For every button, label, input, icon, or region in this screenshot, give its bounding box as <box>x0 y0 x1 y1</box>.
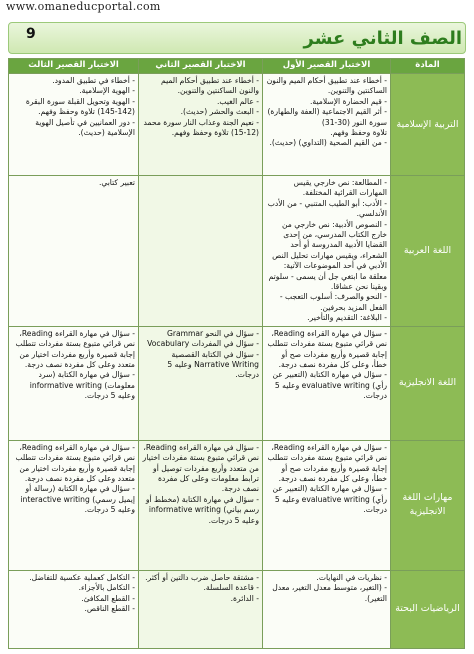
page-number: 9 <box>26 26 36 42</box>
cell-line: - التكامل بالأجزاء. <box>78 583 135 593</box>
quiz-2-cell <box>139 570 263 648</box>
quiz-1-cell <box>263 326 391 440</box>
quiz-1-cell <box>263 440 391 570</box>
cell-line: - (التغير، متوسط معدل التغير، معدل التغير). <box>272 583 387 603</box>
cell-line: - سؤال في مهارة القراءة Reading، نص قرائي متبوع بستة مفردات تتطلب إجابة قصيرة وأربع مفردات صح أو خطأ، وعلى كل مفردة نصف درجة. <box>267 442 387 483</box>
subject-cell: التربية الإسلامية <box>391 74 465 176</box>
quiz-2-cell <box>139 176 263 327</box>
cell-line: - الهوية وتحويل القبلة سورة البقرة (142-145) تلاوة وحفظ وفهم. <box>25 96 135 117</box>
cell-line: - من القيم الصحية (التداوي) (حديث). <box>269 138 387 148</box>
quiz-2-cell <box>139 440 263 570</box>
cell-line: - سؤال في مهارة الكتابة (التعبير عن رأي) evaluative writing وعليه 5 درجات. <box>272 484 387 515</box>
quiz-2-cell <box>139 74 263 176</box>
header-row <box>9 59 465 74</box>
cell-line: - المطالعة: نص خارجي يقيس المهارات القرائية المختلفة. <box>293 178 387 198</box>
cell-line: - مشتقة حاصل ضرب دالتين أو أكثر. <box>145 572 259 582</box>
cell-line: - أثر القيم الاجتماعية (العفة والطهارة) سورة النور (30-31) <box>267 107 387 127</box>
cell-line: - سؤال في مهارة القراءة Reading، نص قرائي متبوع بستة مفردات اختيار من متعدد وأربع مفردات توصيل أو ترابط معلومات وعلى كل مفردة نصف درجة. <box>142 442 259 494</box>
cell-line: - التكامل كعملية عكسية للتفاضل. <box>29 572 135 582</box>
cell-line: - الهوية الإسلامية. <box>79 86 135 96</box>
quiz-1-cell <box>263 176 391 327</box>
page-title: الصف الثاني عشر <box>303 28 462 49</box>
cell-line: - قيم الحضارة الإسلامية. <box>309 96 387 106</box>
quiz-3-cell <box>9 74 139 176</box>
cell-line: - نعيم الجنة وعذاب النار سورة محمد (12-15) تلاوة وحفظ وفهم. <box>143 117 259 138</box>
quiz-3-cell <box>9 176 139 327</box>
cell-line: - النصوص الأدبية: نص خارجي من خارج الكتاب المدرسي، من إحدى القضايا الأدبية المدروسة أو أحد الشعراء، ويقيس مهارات تحليل النص الأدبي في أحد الموضوعات الآتية: معلقة ما ابتغي جل أن يسمى - سلوتم وبقينا نحن عشاقا. <box>268 219 387 292</box>
cell-line: - سؤال في مهارة الكتابة (رسالة أو إيميل رسمي) interactive writing وعليه 5 درجات. <box>20 484 135 515</box>
exam-table <box>8 58 465 649</box>
cell-line: - النحو والصرف: أسلوب التعجب - الفعل المزيد بحرفين. <box>279 292 387 312</box>
cell-line: - سؤال في مهارة القراءة Reading، نص قرائي متبوع بستة مفردات تتطلب إجابة قصيرة وأربع مفردات اختيار من متعدد وعلى كل مفردة نصف درجة. <box>15 328 135 369</box>
table-row <box>9 570 465 648</box>
subject-cell: مهارات اللغة الانجليزية <box>391 440 465 570</box>
cell-line: - البلاغة: التقديم والتأخير. <box>307 313 387 323</box>
cell-line: - سؤال في مهارة الكتابة (سرد معلومات) informative writing وعليه 5 درجات. <box>29 370 135 401</box>
quiz-3-cell <box>9 440 139 570</box>
cell-line: - دور العمانيين في تأصيل الهوية الإسلامية (حديث). <box>35 117 135 138</box>
site-url: www.omaneducportal.com <box>6 0 161 13</box>
cell-line: - سؤال في مهارة الكتابة (التعبير عن رأي) evaluative writing وعليه 5 درجات. <box>272 370 387 401</box>
cell-line: - سؤال في النحو Grammar <box>166 328 259 338</box>
col-header-subject: المادة <box>391 59 465 74</box>
cell-line: - سؤال في المفردات Vocabulary <box>147 339 259 349</box>
cell-line: - قاعدة السلسلة. <box>203 583 259 593</box>
cell-line: - الأدب: أبو الطيب المتنبي - من الأدب الأندلسي. <box>267 198 387 219</box>
cell-line: - البعث والحشر (حديث). <box>180 107 259 117</box>
table-row <box>9 176 465 327</box>
subject-cell: اللغة الانجليزية <box>391 326 465 440</box>
col-header-quiz-1: الاختبار القصير الأول <box>263 59 391 74</box>
cell-line: - نظريات في النهايات. <box>316 572 387 582</box>
table-row <box>9 326 465 440</box>
cell-line: - أخطاء عند تطبيق أحكام الميم والنون الساكنتين والتنوين. <box>266 76 387 96</box>
cell-line: - عالم الغيب. <box>216 96 259 106</box>
quiz-1-cell <box>263 74 391 176</box>
subject-cell: الرياضيات البحتة <box>391 570 465 648</box>
quiz-1-cell <box>263 570 391 648</box>
cell-line: - أخطاء عند تطبيق أحكام الميم والنون الساكنتين والتنوين. <box>161 76 259 96</box>
subject-cell: اللغة العربية <box>391 176 465 327</box>
col-header-quiz-3: الاختبار القصير الثالث <box>9 59 139 74</box>
quiz-3-cell <box>9 570 139 648</box>
cell-line: تعبير كتابي. <box>98 178 135 187</box>
cell-line: - القطع الناقص. <box>84 603 135 613</box>
cell-line: - سؤال في مهارة الكتابة (مخطط أو رسم بياني) informative writing وعليه 5 درجات. <box>145 494 259 525</box>
cell-line: - القطع المكافئ. <box>81 593 135 603</box>
cell-line: - الدائرة. <box>230 593 259 603</box>
cell-line: - أخطاء في تطبيق المدود. <box>52 76 135 85</box>
table-row <box>9 74 465 176</box>
table-row <box>9 440 465 570</box>
cell-line: - سؤال في مهارة القراءة Reading، نص قرائي متبوع بستة مفردات تتطلب إجابة قصيرة وأربع مفردات صح أو خطأ، وعلى كل مفردة نصف درجة. <box>267 328 387 369</box>
quiz-2-cell <box>139 326 263 440</box>
quiz-3-cell <box>9 326 139 440</box>
cell-line: - سؤال في مهارة القراءة Reading، نص قرائي متبوع بستة مفردات تتطلب إجابة قصيرة وأربع مفردات اختيار من متعدد وعلى كل مفردة نصف درجة. <box>15 442 135 483</box>
cell-line: تلاوة وحفظ وفهم. <box>330 128 387 138</box>
cell-line: - سؤال في الكتابة القصصية Narrative Writing وعليه 5 درجات. <box>167 349 259 380</box>
col-header-quiz-2: الاختبار القصير الثاني <box>139 59 263 74</box>
